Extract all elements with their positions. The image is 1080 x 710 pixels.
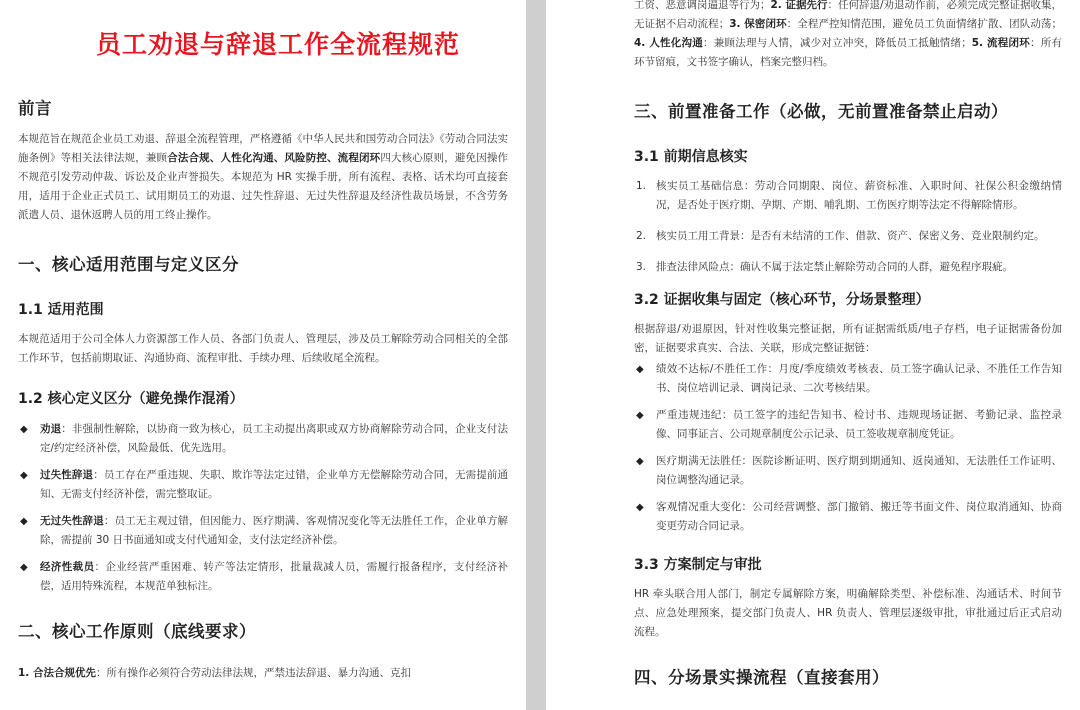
diamond-bullet-icon: ◆ (636, 456, 644, 467)
section-3-2-heading: 3.2 证据收集与固定（核心环节，分场景整理） (634, 292, 930, 308)
section-2-heading: 二、核心工作原则（底线要求） (18, 622, 256, 641)
section-1-heading: 一、核心适用范围与定义区分 (18, 255, 239, 274)
principles-continued: 工资、恶意调岗逼退等行为；2. 证据先行：任何辞退/劝退动作前，必须完成完整证据收集，无证据不启动流程；3. 保密闭环：全程严控知情范围，避免员工负面情绪扩散、团队动荡；4. 人性化沟通：兼顾法理与人情，减少对立冲突，降低员工抵触情绪；5. 流程闭环：所有环节留痕，文书签字确认，档案完整归档。 (634, 0, 1063, 68)
diamond-bullet-icon: ◆ (20, 470, 28, 481)
document-page-left (0, 0, 526, 710)
list-item: ◆ 绩效不达标/不胜任工作：月度/季度绩效考核表、员工签字确认记录、不胜任工作告知书、岗位培训记录、调岗记录、二次考核结果。 (634, 360, 1062, 398)
section-3-3-heading: 3.3 方案制定与审批 (634, 557, 762, 573)
section-3-heading: 三、前置准备工作（必做，无前置准备禁止启动） (634, 102, 1008, 121)
verification-list (634, 177, 1062, 277)
section-3-2-intro: 根据辞退/劝退原因，针对性收集完整证据，所有证据需纸质/电子存档，电子证据需备份加密，证据要求真实、合法、关联，形成完整证据链： (634, 323, 1062, 354)
list-item: 1. 核实员工基础信息：劳动合同期限、岗位、薪资标准、入职时间、社保公积金缴纳情况，是否处于医疗期、孕期、产期、哺乳期、工伤医疗期等法定不得解除情形。 (636, 180, 1062, 211)
diamond-bullet-icon: ◆ (20, 562, 28, 573)
list-item: 3. 排查法律风险点：确认不属于法定禁止解除劳动合同的人群，避免程序瑕疵。 (636, 261, 1013, 273)
preface-text-2: 四大核心原则，避免因操作不规范引发劳动仲裁、诉讼及企业声誉损失。本规范为 HR 实操手册，所有流程、表格、话术均可直接套用，适用于企业正式员工、试用期员工的劝退、过失性辞退、无过失性辞退及经济性裁员场景，不含劳务派遣人员、退休返聘人员的用工终止操作。 (18, 152, 509, 221)
document-page-right (546, 0, 1080, 710)
list-item: ◆ 过失性辞退：员工存在严重违规、失职、欺诈等法定过错，企业单方无偿解除劳动合同，无需提前通知、无需支付经济补偿，需完整取证。 (18, 466, 508, 504)
diamond-bullet-icon: ◆ (20, 424, 28, 435)
list-item: ◆ 医疗期满无法胜任：医院诊断证明、医疗期到期通知、返岗通知、无法胜任工作证明、岗位调整沟通记录。 (634, 452, 1062, 490)
document-title: 员工劝退与辞退工作全流程规范 (95, 30, 460, 59)
diamond-bullet-icon: ◆ (636, 364, 644, 375)
preface-paragraph (18, 130, 508, 225)
diamond-bullet-icon: ◆ (20, 516, 28, 527)
section-1-1-text: 本规范适用于公司全体人力资源部工作人员、各部门负责人、管理层，涉及员工解除劳动合同相关的全部工作环节，包括前期取证、沟通协商、流程审批、手续办理、后续收尾全流程。 (18, 333, 508, 364)
evidence-list (634, 360, 1062, 536)
preface-heading: 前言 (18, 99, 52, 118)
definition-list (18, 420, 508, 596)
section-4-heading: 四、分场景实操流程（直接套用） (634, 668, 889, 687)
diamond-bullet-icon: ◆ (636, 410, 644, 421)
section-1-1-heading: 1.1 适用范围 (18, 302, 104, 318)
list-item: ◆ 客观情况重大变化：公司经营调整、部门撤销、搬迁等书面文件、岗位取消通知、协商变更劳动合同记录。 (634, 498, 1062, 536)
list-item: ◆ 严重违规违纪：员工签字的违纪告知书、检讨书、违规现场证据、考勤记录、监控录像、同事证言、公司规章制度公示记录、员工签收规章制度凭证。 (634, 406, 1062, 444)
section-3-1-heading: 3.1 前期信息核实 (634, 149, 748, 165)
section-2-text: 1. 合法合规优先：所有操作必须符合劳动法律法规，严禁违法辞退、暴力沟通、克扣 (18, 667, 411, 679)
list-item: 2. 核实员工用工背景：是否有未结清的工作、借款、资产、保密义务、竞业限制约定。 (636, 230, 1045, 242)
section-3-3-text: HR 牵头联合用人部门，制定专属解除方案，明确解除类型、补偿标准、沟通话术、时间节点、应急处理预案，提交部门负责人、HR 负责人、管理层逐级审批，审批通过后正式启动流程。 (634, 588, 1062, 638)
diamond-bullet-icon: ◆ (636, 502, 644, 513)
section-1-2-heading: 1.2 核心定义区分（避免操作混淆） (18, 391, 244, 407)
list-item: ◆ 劝退：非强制性解除，以协商一致为核心，员工主动提出离职或双方协商解除劳动合同，企业支付法定/约定经济补偿，风险最低、优先选用。 (18, 420, 508, 458)
list-item: ◆ 无过失性辞退：员工无主观过错，但因能力、医疗期满、客观情况变化等无法胜任工作，企业单方解除，需提前 30 日书面通知或支付代通知金，支付法定经济补偿。 (18, 512, 508, 550)
preface-principles: 合法合规、人性化沟通、风险防控、流程闭环 (167, 152, 381, 164)
list-item: ◆ 经济性裁员：企业经营严重困难、转产等法定情形，批量裁减人员，需履行报备程序，支付经济补偿，适用特殊流程，本规范单独标注。 (18, 558, 508, 596)
preface-text-1: 本规范旨在规范企业员工劝退、辞退全流程管理，严格遵循《中华人民共和国劳动合同法》《劳动合同法实施条例》等相关法律法规，兼顾 (18, 133, 508, 164)
